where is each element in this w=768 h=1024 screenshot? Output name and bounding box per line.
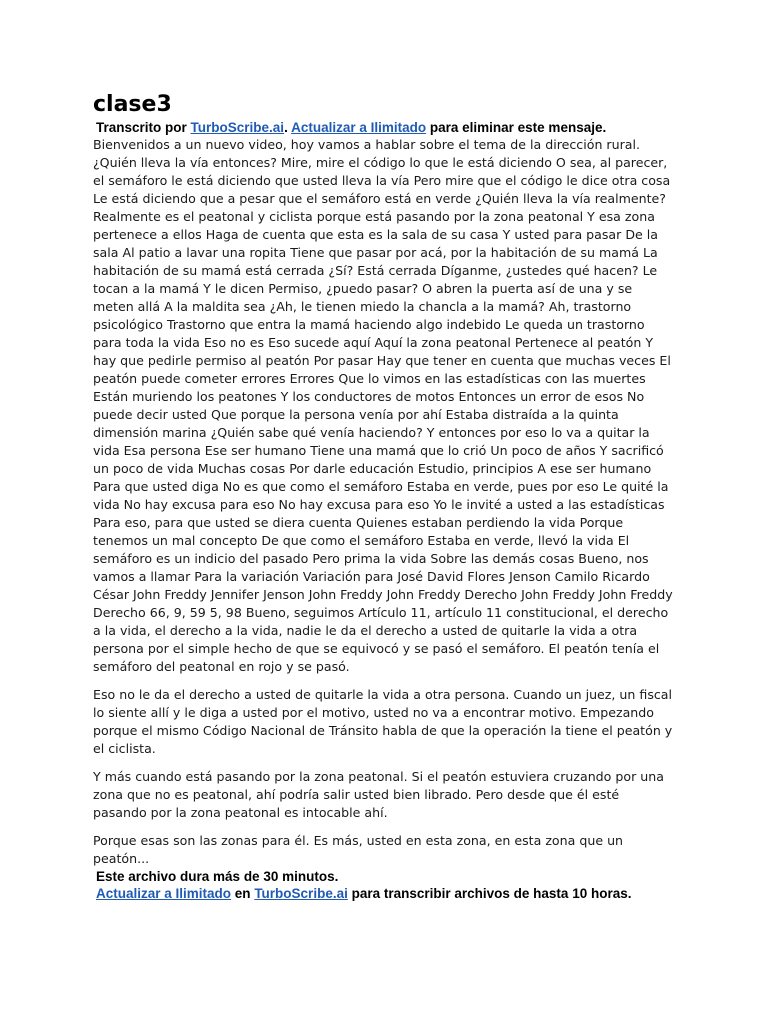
upgrade-unlimited-link-footer[interactable]: Actualizar a Ilimitado [96,886,232,901]
notice-separator: . [284,120,292,135]
upgrade-notice-mid: en [231,886,255,901]
transcript-paragraph: Porque esas son las zonas para él. Es más, usted en esta zona, en esta zona que un peatón... [93,833,624,866]
transcript-paragraph: Bienvenidos a un nuevo video, hoy vamos a hablar sobre el tema de la dirección rural. ¿Quién lleva la vía entonces? Mire, mire el código lo que le está diciendo O sea, al parecer, el semáforo le está diciendo que usted lleva la vía Pero mire que el código le dice otra cosa Le está diciendo que a pesar que el semáforo está en verde ¿Quién lleva la vía realmente? Realmente es el peatonal y ciclista porque está pasando por la zona peatonal Y esa zona pertenece a ellos Haga de cuenta que esta es la sala de su casa Y usted para pasar De la sala Al patio a lavar una ropita Tiene que pasar por acá, por la habitación de su mamá La habitación de su mamá está cerrada ¿Sí? Está cerrada Díganme, ¿ustedes qué hacen? Le tocan a la mamá Y le dicen Permiso, ¿puedo pasar? O abren la puerta así de una y se meten allá A la maldita sea ¿Ah, le tienen miedo la chancla a la mamá? Ah, trastorno psicológico Trastorno que entra la mamá haciendo algo indebido Le queda un trastorno para toda la vida Eso no es Eso sucede aquí Aquí la zona peatonal Pertenece al peatón Y hay que pedirle permiso al peatón Por pasar Hay que tener en cuenta que muchas veces El peatón puede cometer errores Errores Que lo vimos en las estadísticas con las muertes Están muriendo los peatones Y los conductores de motos Entonces un error de esos No puede decir usted Que porque la persona venía por ahí Estaba distraída a la quinta dimensión marina ¿Quién sabe qué venía haciendo? Y entonces por eso lo va a quitar la vida Esa persona Ese ser humano Tiene una mamá que lo crió Un poco de años Y sacrificó un poco de vida Muchas cosas Por darle educación Estudio, principios A ese ser humano Para que usted diga No es que como el semáforo Estaba en verde, pues por eso Le quité la vida No hay excusa para eso No hay excusa para eso Yo le invité a usted a las estadísticas Para eso, para que usted se diera cuenta Quienes estaban perdiendo la vida Porque tenemos un mal concepto De que como el semáforo Estaba en verde, llevó la vida El semáforo es un indicio del pasado Pero prima la vida Sobre las demás cosas Bueno, nos vamos a llamar Para la variación Variación para José David Flores Jenson Camilo Ricardo César John Freddy Jennifer Jenson John Freddy John Freddy Derecho John Freddy John Freddy Derecho 66, 9, 59 5, 98 Bueno, seguimos Artículo 11, artículo 11 constitucional, el derecho a la vida, el derecho a la vida, nadie le da el derecho a usted de quitarle la vida a otra persona por el simple hecho de que se equivocó y se pasó el semáforo. El peatón tenía el semáforo del peatonal en rojo y se pasó. [93,137,673,674]
transcript-paragraph: Y más cuando está pasando por la zona peatonal. Si el peatón estuviera cruzando por una zona que no es peatonal, ahí podría salir usted bien librado. Pero desde que él esté pasando por la zona peatonal es intocable ahí. [93,769,664,820]
transcript-paragraph: Eso no le da el derecho a usted de quitarle la vida a otra persona. Cuando un juez, un fiscal lo siente allí y le diga a usted por el motivo, usted no va a encontrar motivo. Empezando porque el mismo Código Nacional de Tránsito habla de que la operación la tiene el peatón y el ciclista. [93,687,673,756]
upgrade-notice [96,885,675,902]
document-page [93,92,675,902]
turboscribe-link[interactable]: TurboScribe.ai [190,120,285,135]
notice-prefix: Transcrito por [96,120,191,135]
file-length-notice: Este archivo dura más de 30 minutos. [96,869,339,884]
notice-suffix: para eliminar este mensaje. [426,120,607,135]
upgrade-unlimited-link[interactable]: Actualizar a Ilimitado [291,120,427,135]
transcription-notice [96,119,675,136]
turboscribe-link-footer[interactable]: TurboScribe.ai [254,886,348,901]
document-title: clase3 [93,92,172,117]
upgrade-notice-suffix: para transcribir archivos de hasta 10 horas. [347,886,632,901]
